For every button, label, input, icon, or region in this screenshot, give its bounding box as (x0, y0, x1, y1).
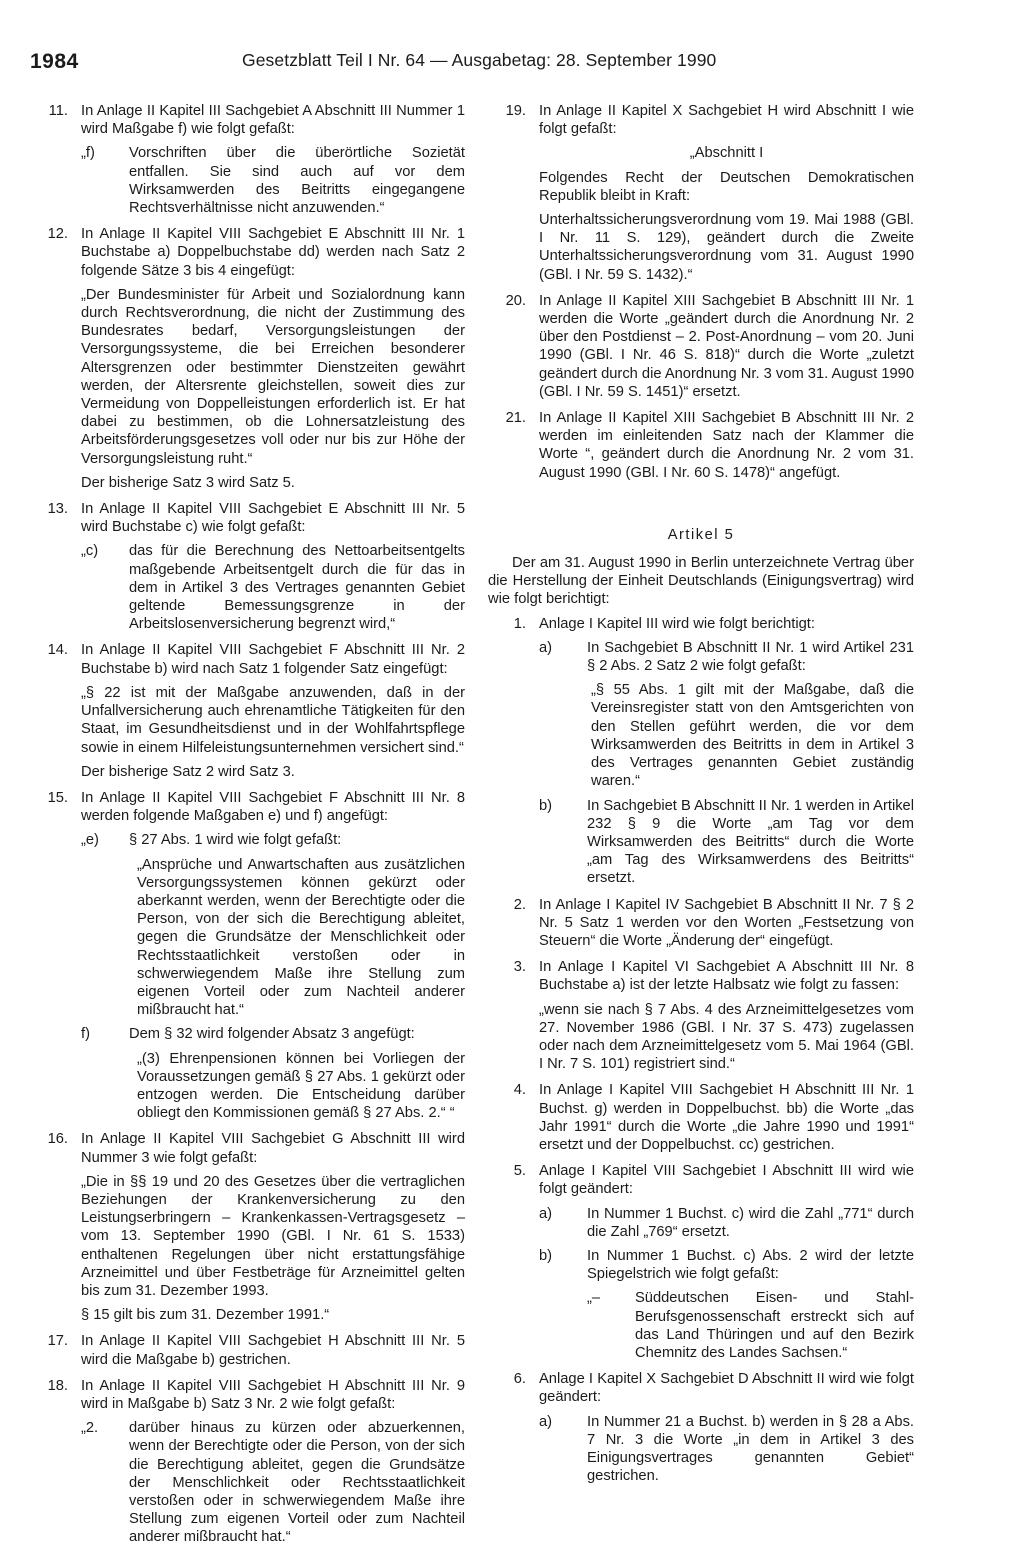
sub-text: In Nummer 1 Buchst. c) wird die Zahl „771“ durch die Zahl „769“ ersetzt. (587, 1205, 914, 1240)
item-text: In Anlage I Kapitel IV Sachgebiet B Abschnitt II Nr. 7 § 2 Nr. 5 Satz 1 werden vor den Worten „Festsetzung von Steuern“ die Worte „Änderung der“ eingefügt. (539, 896, 914, 949)
sub-label: b) (539, 797, 553, 814)
sub-label: b) (539, 1247, 553, 1264)
list-item (488, 1370, 914, 1485)
list-item (488, 1081, 914, 1154)
sub-text: In Nummer 1 Buchst. c) Abs. 2 wird der letzte Spiegelstrich wie folgt gefaßt: (587, 1247, 914, 1283)
section-heading: „Abschnitt I (689, 145, 764, 162)
sub-item (539, 1247, 914, 1362)
running-title: Gesetzblatt Teil I Nr. 64 — Ausgabetag: 28. September 1990 (242, 50, 717, 70)
item-number: 4. (513, 1082, 526, 1099)
item-number: 16. (47, 1131, 68, 1148)
list-item (488, 409, 914, 482)
quoted-text: „Die in §§ 19 und 20 des Gesetzes über die vertraglichen Beziehungen der Krankenversicherung zu den Leistungserbringern – Krankenkassen-Vertragsgesetz – vom 13. September 1990 (GBl. I Nr. 61 S. 1533) enthaltenen Regelungen über nicht erstattungsfähige Arzneimittel und über Festbeträge für Arzneimittel gelten bis zum 31. Dezember 1993. (81, 1173, 465, 1299)
page-header (30, 48, 990, 78)
sub-text: Dem § 32 wird folgender Absatz 3 angefügt: (129, 1026, 415, 1043)
item-number: 3. (513, 959, 526, 976)
sub-text: In Nummer 21 a Buchst. b) werden in § 28 a Abs. 7 Nr. 3 die Worte „in dem in Artikel 3 des Einigungsvertrages genannten Gebiet“ gestrichen. (587, 1413, 914, 1485)
list-item (488, 896, 914, 951)
item-number: 17. (47, 1333, 68, 1350)
sub-item (539, 639, 914, 791)
item-number: 5. (513, 1163, 526, 1180)
list-item (30, 1377, 465, 1547)
item-text: Anlage I Kapitel VIII Sachgebiet I Abschnitt III wird wie folgt geändert: (539, 1163, 914, 1198)
item-number: 20. (505, 292, 526, 309)
item-number: 14. (47, 642, 68, 659)
quoted-text: „Ansprüche und Anwartschaften aus zusätzlichen Versorgungssystemen können gekürzt oder aberkannt werden, wenn der Berechtigte oder die Person, von der sich die Berechtigung ableitet, gegen die Grundsätze der Menschlichkeit oder Rechtsstaatlichkeit verstoßen oder in schwerwiegendem Maße ihre Stellung zum eigenen Vorteil oder zum Nachteil anderer mißbraucht hat.“ (137, 856, 465, 1019)
item-text: In Anlage II Kapitel VIII Sachgebiet F Abschnitt III Nr. 8 werden folgende Maßgaben e) und f) angefügt: (81, 789, 465, 825)
item-text: In Anlage II Kapitel VIII Sachgebiet E Abschnitt III Nr. 1 Buchstabe a) Doppelbuchstabe dd) werden nach Satz 2 folgende Sätze 3 bis 4 eingefügt: (81, 226, 465, 279)
quoted-text: Süddeutschen Eisen- und Stahl-Berufsgenossenschaft erstreckt sich auf das Land Thüringen und auf den Bezirk Chemnitz des Landes Sachsen.“ (635, 1290, 914, 1361)
item-number: 15. (47, 789, 68, 806)
quoted-text: „§ 55 Abs. 1 gilt mit der Maßgabe, daß die Vereinsregister statt von den Amtsgerichten von den Stellen geführt werden, die vor dem Wirksamwerden des Beitritts in dem in Artikel 3 des Vertrages genannten Gebiet zuständig waren.“ (591, 682, 914, 790)
note-text: § 15 gilt bis zum 31. Dezember 1991.“ (81, 1307, 330, 1324)
item-number: 1. (513, 615, 526, 632)
sub-text: § 27 Abs. 1 wird wie folgt gefaßt: (129, 832, 342, 849)
note-text: Der bisherige Satz 3 wird Satz 5. (81, 474, 295, 491)
sub-label: f) (81, 1026, 90, 1043)
item-text: In Anlage II Kapitel VIII Sachgebiet H Abschnitt III Nr. 5 wird die Maßgabe b) gestrichen. (81, 1333, 465, 1368)
sub-item (81, 144, 465, 217)
sub-item (81, 831, 465, 1019)
sub-label: „f) (81, 145, 95, 162)
sub-label: „– (587, 1290, 601, 1307)
item-number: 2. (513, 896, 526, 913)
note-text: Der bisherige Satz 2 wird Satz 3. (81, 763, 295, 780)
page-number: 1984 (30, 50, 79, 73)
item-text: In Anlage II Kapitel VIII Sachgebiet G Abschnitt III wird Nummer 3 wie folgt gefaßt: (81, 1131, 465, 1166)
item-number: 21. (505, 410, 526, 427)
left-column (30, 102, 465, 1555)
list-item (30, 1130, 465, 1324)
list-item (488, 1162, 914, 1362)
list-item (30, 500, 465, 633)
quoted-text: „wenn sie nach § 7 Abs. 4 des Arzneimittelgesetzes vom 27. November 1986 (GBl. I Nr. 37 S. 473) zugelassen oder nach dem Arzneimittelgesetz vom 5. Mai 1964 (GBl. I Nr. 7 S. 101) registriert sind.“ (539, 1001, 914, 1073)
sub-label: a) (539, 1205, 553, 1222)
sub-text: das für die Berechnung des Nettoarbeitsentgelts maßgebende Arbeitsentgelt durch die für das in dem in Artikel 3 des Vertrages genannten Gebiet geltende Bemessungsgrenze in der Arbeitslosenversicherung begrenzt wird,“ (129, 543, 465, 633)
sub-item (539, 797, 914, 888)
list-item (30, 789, 465, 1122)
item-text: In Anlage II Kapitel VIII Sachgebiet F Abschnitt III Nr. 2 Buchstabe b) wird nach Satz 1 folgender Satz eingefügt: (81, 642, 465, 677)
item-text: In Anlage I Kapitel VI Sachgebiet A Abschnitt III Nr. 8 Buchstabe a) ist der letzte Halbsatz wie folgt zu fassen: (539, 959, 914, 994)
list-item (488, 292, 914, 401)
sub-item (81, 1025, 465, 1122)
quoted-text: „§ 22 ist mit der Maßgabe anzuwenden, daß in der Unfallversicherung auch ehrenamtliche Tätigkeiten für den Staat, im Gesundheitsdienst und in der Wohlfahrtspflege sowie in einem Hilfeleistungsunternehmen versichert sind.“ (81, 684, 465, 756)
list-item (30, 641, 465, 780)
sub-label: „e) (81, 832, 99, 849)
item-text: In Anlage II Kapitel XIII Sachgebiet B Abschnitt III Nr. 2 werden im einleitenden Satz nach der Klammer die Worte “, geändert durch die Anordnung Nr. 2 vom 31. August 1990 (GBl. I Nr. 60 S. 1478)“ angefügt. (539, 410, 914, 481)
list-item (30, 102, 465, 217)
quoted-text: „(3) Ehrenpensionen können bei Vorliegen der Voraussetzungen gemäß § 27 Abs. 1 gekürzt oder entzogen werden. Die Entscheidung darüber obliegt den Kommissionen gemäß § 27 Abs. 2.“ “ (137, 1050, 465, 1122)
sub-item (81, 542, 465, 633)
item-number: 11. (48, 103, 68, 119)
item-text: In Anlage I Kapitel VIII Sachgebiet H Abschnitt III Nr. 1 Buchst. g) werden in Doppelbuchst. bb) die Worte „das Jahr 1991“ durch die Worte „die Jahre 1990 und 1991“ ersetzt und der Doppelbuchst. cc) gestrichen. (539, 1082, 914, 1153)
item-text: In Anlage II Kapitel VIII Sachgebiet E Abschnitt III Nr. 5 wird Buchstabe c) wie folgt gefaßt: (81, 501, 465, 536)
item-number: 6. (513, 1371, 526, 1388)
sub-label: a) (539, 639, 553, 656)
item-text: Anlage I Kapitel III wird wie folgt berichtigt: (539, 615, 815, 632)
quoted-text: Folgendes Recht der Deutschen Demokratischen Republik bleibt in Kraft: (539, 169, 914, 204)
list-item (30, 225, 465, 492)
list-item (30, 1332, 465, 1368)
sub-label: a) (539, 1413, 553, 1430)
quoted-text: „Der Bundesminister für Arbeit und Sozialordnung kann durch Rechtsverordnung, die nicht der Zustimmung des Bundesrates bedarf, Versorgungsleistungen der Versorgungssysteme, die bei Erreichen besonderer Altersgrenzen oder bestimmter Dienstzeiten gewährt werden, der Altersrente gleichstellen, soweit dies zur Vermeidung von Doppelleistungen erforderlich ist. Er hat dabei zu bestimmen, ob die Lohnersatzleistung des Arbeitsförderungsgesetzes voll oder nur bis zur Höhe der Versorgungsleistung ruht.“ (81, 286, 465, 467)
article-heading: Artikel 5 (667, 526, 735, 543)
sub-label: „c) (81, 543, 99, 560)
item-text: In Anlage II Kapitel X Sachgebiet H wird Abschnitt I wie folgt gefaßt: (539, 103, 914, 138)
sub-text: In Sachgebiet B Abschnitt II Nr. 1 wird Artikel 231 § 2 Abs. 2 Satz 2 wie folgt gefaßt: (587, 639, 914, 675)
list-item (488, 958, 914, 1073)
item-text: In Anlage II Kapitel VIII Sachgebiet H Abschnitt III Nr. 9 wird in Maßgabe b) Satz 3 Nr. 2 wie folgt gefaßt: (81, 1377, 465, 1412)
quoted-text: Unterhaltssicherungsverordnung vom 19. Mai 1988 (GBl. I Nr. 11 S. 129), geändert durch die Zweite Unterhaltssicherungsverordnung vom 31. August 1990 (GBl. I Nr. 59 S. 1432).“ (539, 212, 914, 283)
item-number: 19. (505, 103, 526, 119)
article-intro: Der am 31. August 1990 in Berlin unterzeichnete Vertrag über die Herstellung der Einheit Deutschlands (Einigungsvertrag) wird wie folgt berichtigt: (488, 555, 914, 608)
item-text: In Anlage II Kapitel III Sachgebiet A Abschnitt III Nummer 1 wird Maßgabe f) wie folgt gefaßt: (81, 103, 465, 138)
list-item (488, 615, 914, 888)
list-item (488, 102, 914, 284)
sub-label: „2. (81, 1420, 99, 1437)
sub-item (539, 1205, 914, 1241)
item-text: Anlage I Kapitel X Sachgebiet D Abschnitt II wird wie folgt geändert: (539, 1371, 914, 1406)
sub-text: Vorschriften über die überörtliche Sozietät entfallen. Sie sind auch auf vor dem Wirksamwerden des Beitritts eingegangene Rechtsverhältnisse nicht anzuwenden.“ (129, 145, 465, 217)
sub-text: darüber hinaus zu kürzen oder abzuerkennen, wenn der Berechtigte oder die Person, von der sich die Berechtigung ableitet, gegen die Grundsätze der Menschlichkeit oder Rechtsstaatlichkeit verstoßen oder in schwerwiegendem Maße ihre Stellung zum eigenen Vorteil oder zum Nachteil anderer mißbraucht hat.“ (129, 1420, 465, 1546)
sub-item (539, 1413, 914, 1486)
item-number: 18. (47, 1377, 68, 1394)
sub-text: In Sachgebiet B Abschnitt II Nr. 1 werden in Artikel 232 § 9 die Worte „am Tag vor dem Wirksamwerden des Beitritts“ durch die Worte „am Tag des Wirksamwerdens des Beitritts“ ersetzt. (587, 797, 914, 887)
item-number: 12. (47, 226, 68, 243)
right-column (488, 102, 914, 1493)
item-number: 13. (47, 501, 68, 518)
item-text: In Anlage II Kapitel XIII Sachgebiet B Abschnitt III Nr. 1 werden die Worte „geändert durch die Anordnung Nr. 2 über den Postdienst – 2. Post-Anordnung – vom 20. Juni 1990 (GBl. I Nr. 46 S. 818)“ durch die Worte „zuletzt geändert durch die Anordnung Nr. 3 vom 31. August 1990 (GBl. I Nr. 59 S. 1451)“ ersetzt. (539, 292, 914, 400)
sub-item (81, 1419, 465, 1546)
sub-item (587, 1289, 914, 1362)
